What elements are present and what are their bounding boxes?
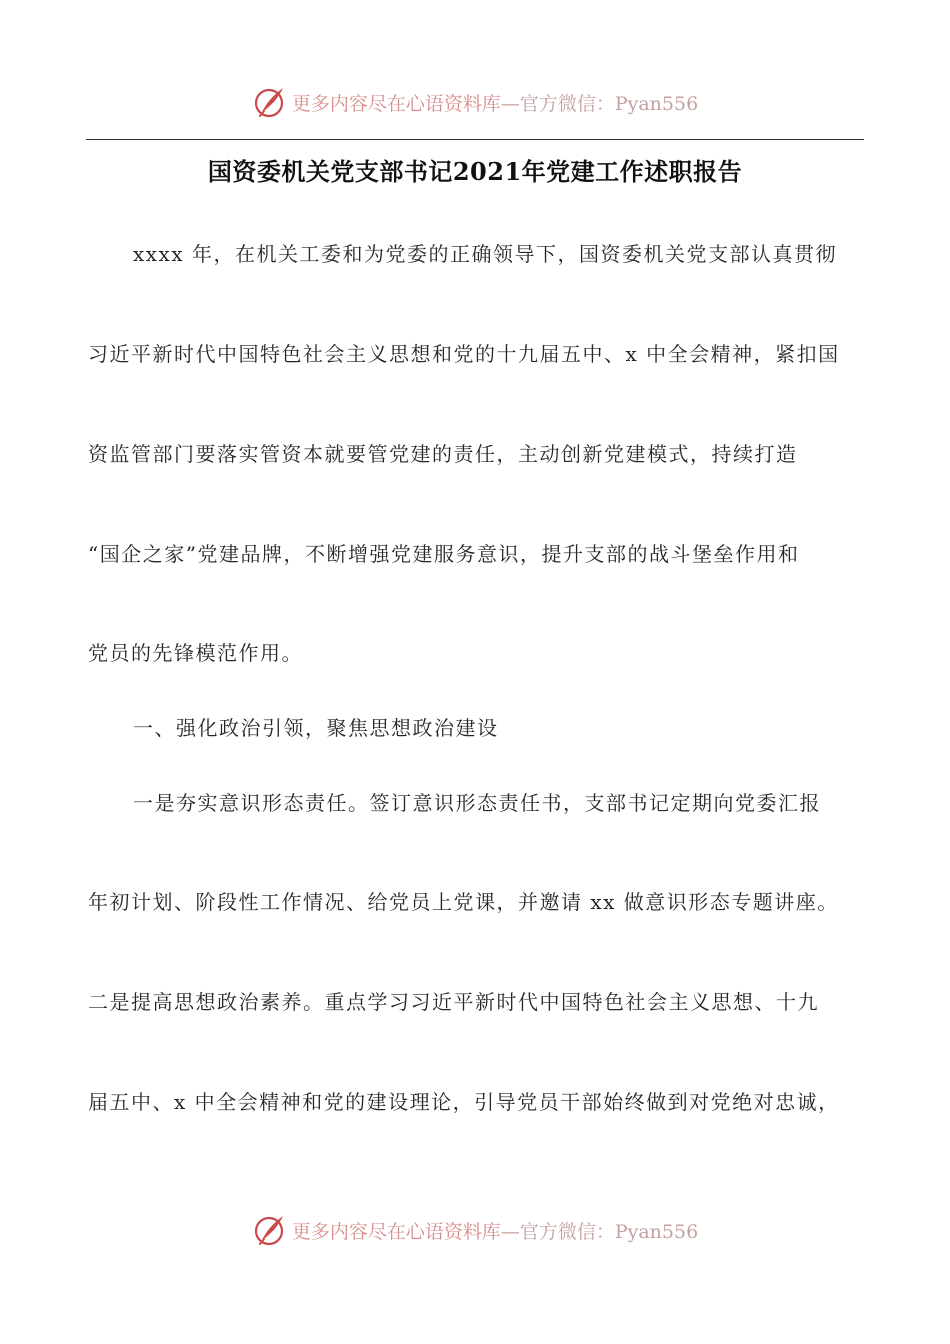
section-heading: 一、强化政治引领，聚焦思想政治建设 [133,716,499,740]
banner-text: 更多内容尽在心语资料库—官方微信：Pyan556 [291,1220,699,1243]
paragraph-line: 习近平新时代中国特色社会主义思想和党的十九届五中、x 中全会精神，紧扣国 [88,342,840,366]
paragraph-line: 党员的先锋模范作用。 [88,641,303,665]
paragraph-line: 二是提高思想政治素养。重点学习习近平新时代中国特色社会主义思想、十九 [88,990,819,1014]
header-watermark-banner [0,82,950,122]
paragraph-line: 一是夯实意识形态责任。签订意识形态责任书，支部书记定期向党委汇报 [133,791,821,815]
footer-watermark-banner [0,1210,950,1250]
paragraph-line: 届五中、x 中全会精神和党的建设理论，引导党员干部始终做到对党绝对忠诚， [88,1090,840,1114]
paragraph-line: “国企之家”党建品牌，不断增强党建服务意识，提升支部的战斗堡垒作用和 [88,542,800,566]
quill-circle-icon [252,1212,288,1248]
paragraph-line: 年初计划、阶段性工作情况、给党员上党课，并邀请 xx 做意识形态专题讲座。 [88,890,839,914]
paragraph-line: 资监管部门要落实管资本就要管党建的责任，主动创新党建模式，持续打造 [88,442,798,466]
document-title: 国资委机关党支部书记2021年党建工作述职报告 [207,157,743,186]
banner-text: 更多内容尽在心语资料库—官方微信：Pyan556 [291,92,699,115]
quill-circle-icon [252,84,288,120]
paragraph-line: xxxx 年，在机关工委和为党委的正确领导下，国资委机关党支部认真贯彻 [133,242,837,266]
header-divider [86,139,864,140]
